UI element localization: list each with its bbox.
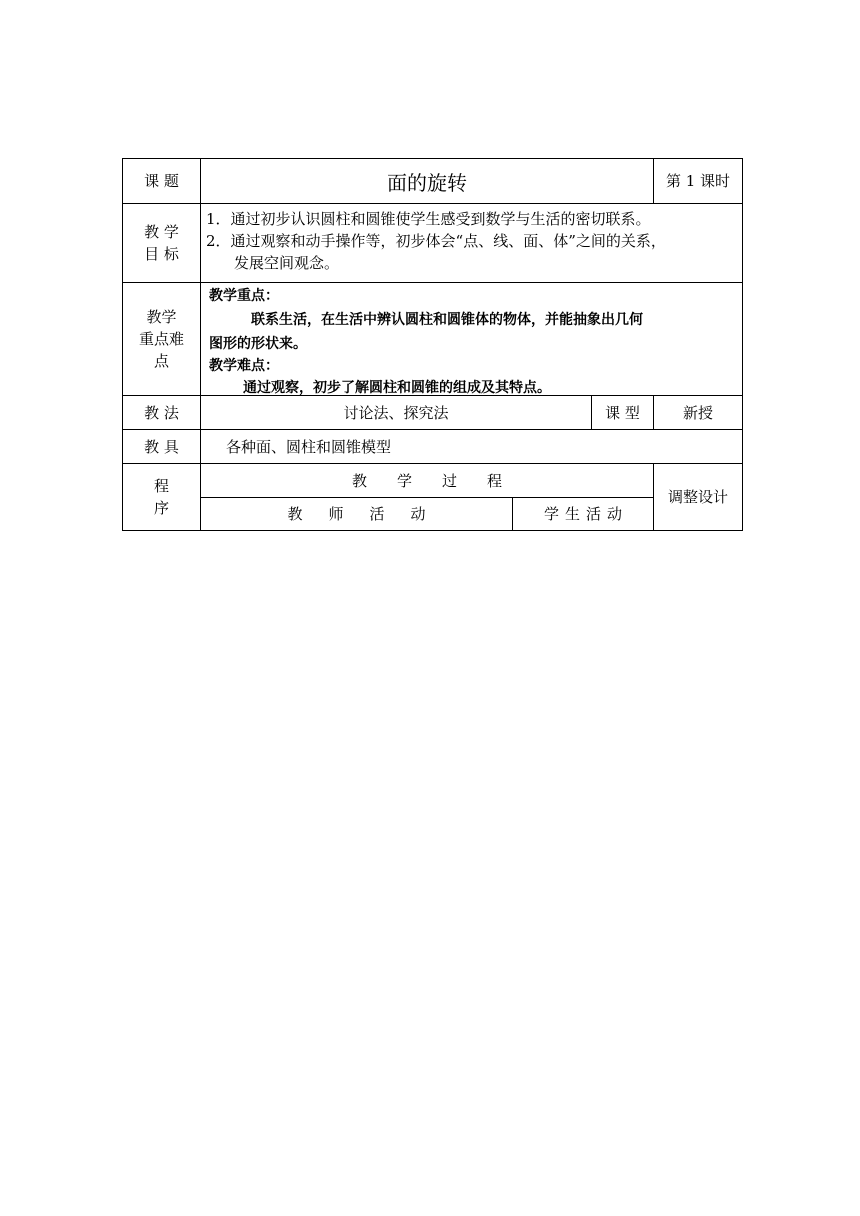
lesson-title-text: 面的旋转 [387, 170, 467, 195]
focus-text: 联系生活，在生活中辨认圆柱和圆锥体的物体，并能抽象出几何 [251, 312, 643, 328]
objective-item-1 [206, 208, 740, 230]
process-heading-text: 教学过程 [351, 471, 532, 490]
table-border-bottom [122, 530, 743, 531]
tools-label-text: 教 具 [144, 437, 179, 456]
teaching-tools [226, 430, 736, 463]
objective-text-continued: 发展空间观念。 [234, 254, 340, 272]
topic-label [123, 159, 200, 203]
teaching-method-text: 讨论法、探究法 [343, 403, 449, 422]
lesson-type-label [592, 396, 653, 429]
keypoints-label-line: 点 [153, 352, 169, 370]
teacher-activity-text: 教师活动 [287, 505, 452, 523]
focus-heading: 教学重点： [209, 288, 279, 304]
difficulty-text: 通过观察，初步了解圆柱和圆锥的组成及其特点。 [243, 380, 551, 396]
difficulty-heading: 教学难点： [209, 358, 279, 374]
student-activity-text: 学生活动 [543, 505, 628, 523]
procedure-label [123, 464, 200, 530]
objective-number: 2． [206, 232, 231, 250]
teacher-activity-header [201, 498, 512, 530]
adjust-design-text: 调整设计 [667, 488, 728, 506]
objectives-label [123, 204, 200, 282]
objectives-label-line: 教 学 [144, 223, 179, 241]
focus-text-continued: 图形的形状来。 [209, 336, 307, 352]
lesson-period-text: 第 1 课时 [665, 172, 731, 190]
keypoints-content [209, 285, 739, 399]
process-heading [201, 464, 653, 497]
topic-label-text: 课 题 [144, 172, 179, 190]
objective-item-2 [206, 230, 740, 252]
table-rule [122, 282, 743, 283]
method-label-text: 教 法 [144, 403, 179, 422]
lesson-type-value-text: 新授 [682, 403, 713, 422]
procedure-label-line: 序 [153, 499, 169, 517]
table-rule [122, 203, 743, 204]
lesson-type-value [654, 396, 742, 429]
keypoints-label [123, 283, 200, 395]
procedure-label-line: 程 [153, 477, 169, 495]
table-border-right [742, 158, 743, 531]
objectives-label-line: 目 标 [144, 245, 179, 263]
lesson-title [201, 159, 653, 203]
keypoints-label-line: 重点难 [138, 330, 184, 348]
lesson-type-label-text: 课 型 [605, 403, 640, 422]
objective-number: 1． [206, 210, 231, 228]
objective-text: 通过初步认识圆柱和圆锥使学生感受到数学与生活的密切联系。 [230, 210, 651, 228]
teaching-method [201, 396, 591, 429]
objectives-content [206, 208, 740, 274]
tools-label [123, 430, 200, 463]
student-activity-header [513, 498, 653, 530]
teaching-tools-text: 各种面、圆柱和圆锥模型 [226, 437, 392, 456]
method-label [123, 396, 200, 429]
adjust-design-header [654, 464, 742, 530]
objective-text: 通过观察和动手操作等，初步体会“点、线、面、体”之间的关系， [230, 232, 666, 250]
keypoints-label-line: 教学 [146, 308, 177, 326]
lesson-period [654, 159, 742, 203]
